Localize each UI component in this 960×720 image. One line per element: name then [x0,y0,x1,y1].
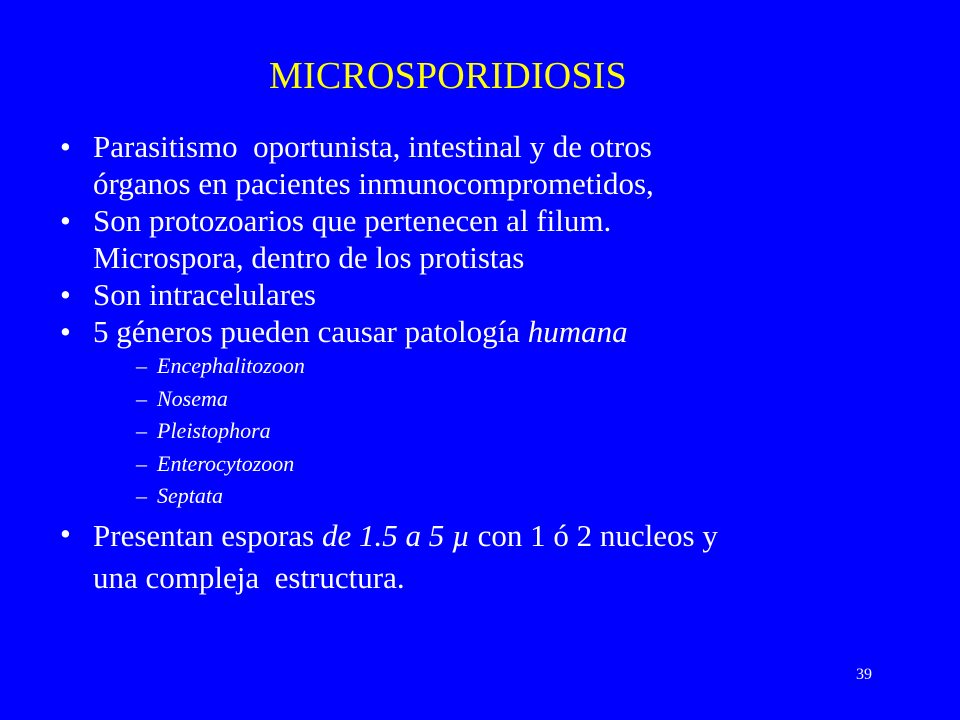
bullet-dot: • [60,129,71,164]
bullet-text-line: Microspora, dentro de los protistas [93,240,525,275]
bullet-text-line: 5 géneros pueden causar patología [93,314,528,349]
bullet-text-line: una compleja estructura. [93,559,405,595]
dash-marker: – [136,450,147,476]
dash-marker: – [136,483,147,508]
bullet-item [60,202,920,276]
genus-item [93,383,920,416]
bullet-text-line: Presentan esporas [93,517,322,553]
bullet-list [60,128,920,599]
bullet-text-italic: de 1.5 a 5 µ [322,517,470,553]
bullet-dot: • [60,277,71,312]
bullet-text-line: Son protozoarios que pertenecen al filum. [93,203,612,238]
dash-marker: – [136,353,147,378]
genus-item [93,415,920,448]
bullet-dot: • [60,314,71,349]
genus-name: Encephalitozoon [157,353,305,378]
genus-name: Nosema [157,385,228,411]
bullet-item [60,276,920,313]
dash-marker: – [136,385,147,411]
bullet-text-line: Son intracelulares [93,277,316,312]
bullet-text-line: con 1 ó 2 nucleos y [469,517,718,553]
dash-marker: – [136,418,147,443]
bullet-item [60,128,920,202]
genus-item [93,480,920,513]
genus-name: Pleistophora [157,418,271,443]
genera-list [93,350,920,513]
genus-name: Septata [157,483,223,508]
bullet-text-italic: humana [527,314,628,349]
bullet-item [60,313,920,513]
bullet-dot: • [60,203,71,238]
genus-item [93,350,920,383]
genus-name: Enterocytozoon [157,450,295,476]
slide-title: MICROSPORIDIOSIS [269,55,627,97]
bullet-text-line: órganos en pacientes inmunocomprometidos, [93,166,654,201]
bullet-item [60,513,920,599]
page-number: 39 [856,666,872,683]
genus-item [93,448,920,481]
bullet-text-line: Parasitismo oportunista, intestinal y de otros [93,129,652,164]
bullet-dot: • [60,515,71,551]
